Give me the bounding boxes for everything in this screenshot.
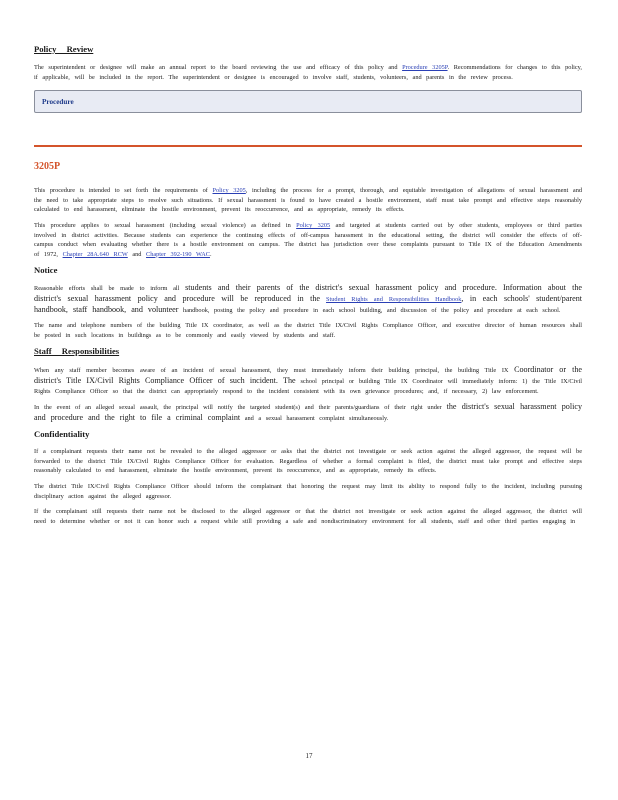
confidentiality-paragraph-1: If a complainant requests their name not be revealed to the alleged aggressor or asks that the district not investigate or seek action against the alleged aggressor, the request will be forwarded to the district Title IX/Civil Rights Compliance Officer for evaluation. Regardless of whether a formal complaint is filed, the district must take prompt and effective steps reasonably calculated to end harassment, eliminate the hostile environment, prevent its reoccurrence, and as appropriate, remedy its effects. bbox=[34, 448, 582, 475]
staff-text-cont: school principal or building Title IX Coordinator will immediately inform: 1) the Title IX/Civil Rights Compliance Officer so that the district can appropriately respond to the incident consistent with its own grievance procedures; and, if necessary, 2) law enforcement. bbox=[34, 377, 583, 395]
wac-link[interactable]: Chapter 392-190 WAC bbox=[146, 250, 210, 258]
staff-paragraph-1 bbox=[34, 365, 582, 396]
policy-review-text-cont: . Recommendations for changes to this policy, if applicable, will be included in the report. The superintendent or designee is encouraged to involve staff, students, volunteers, and parents in the review process. bbox=[34, 64, 582, 81]
staff-paragraph-2 bbox=[34, 402, 582, 423]
notice-text-cont: handbook, posting the policy and procedure in each school building, and discussion of the policy and procedure at each school. bbox=[183, 306, 561, 314]
rcw-link[interactable]: Chapter 28A.640 RCW bbox=[62, 250, 128, 258]
procedure-text: This procedure is intended to set forth the requirements of bbox=[34, 187, 208, 195]
procedure-paragraph-2 bbox=[34, 221, 582, 259]
notice-paragraph-1 bbox=[34, 283, 582, 315]
procedure-text-cont: and targeted at students carried out by other students, employees or third parties involved in district activities. Because students can experience the continuing effects of off-campus harassment in the educational setting, the district will consider the effects of off-campus conduct when evaluating whether there is a hostile environment on campus. The district has jurisdiction over these complaints pursuant to Title IX of the Education Amendments of 1972, bbox=[34, 221, 583, 258]
staff-text-cont: and a sexual harassment complaint simultaneously. bbox=[244, 414, 389, 422]
procedure-text: This procedure applies to sexual harassment (including sexual violence) as defined in bbox=[34, 221, 291, 229]
period-text: . bbox=[209, 250, 212, 258]
procedure-box-label: Procedure bbox=[42, 97, 74, 106]
confidentiality-heading: Confidentiality bbox=[34, 429, 90, 440]
policy-review-paragraph bbox=[34, 63, 582, 82]
policy-3205-link-2[interactable]: Policy 3205 bbox=[296, 221, 331, 229]
staff-text: In the event of an alleged sexual assault, the principal will notify the targeted student(s) and their parents/guardians of their right under bbox=[34, 404, 442, 412]
procedure-3205p-link[interactable]: Procedure 3205P bbox=[402, 64, 448, 71]
section-divider bbox=[34, 145, 582, 147]
page-number: 17 bbox=[305, 752, 313, 760]
procedure-section-box bbox=[34, 90, 582, 113]
policy-review-heading: Policy Review bbox=[34, 44, 94, 54]
notice-heading: Notice bbox=[34, 265, 58, 276]
procedure-number: 3205P bbox=[34, 161, 61, 173]
policy-review-text: The superintendent or designee will make an annual report to the board reviewing the use and efficacy of this policy and bbox=[34, 64, 398, 71]
staff-responsibilities-heading: Staff Responsibilities bbox=[34, 346, 120, 357]
notice-text-large-2: , in each schools' student/parent handbook, staff handbook, and volunteer bbox=[34, 293, 583, 314]
staff-text: When any staff member becomes aware of an incident of sexual harassment, they must immediately inform their building principal, the building Title IX bbox=[34, 367, 509, 375]
student-handbook-link[interactable]: Student Rights and Responsibilities Handbook bbox=[326, 295, 462, 303]
staff-text-large: Coordinator or the district's Title IX/Civil Rights Compliance Officer of such incident. The bbox=[34, 365, 583, 385]
notice-text: Reasonable efforts shall be made to inform all bbox=[34, 285, 180, 293]
procedure-text-cont: , including the process for a prompt, thorough, and equitable investigation of allegations of sexual harassment and the need to take appropriate steps to resolve such situations. If sexual harassment is found to have created a hostile environment, staff must take prompt and effective steps reasonably calculated to end harassment, eliminate the hostile environment, prevent its reoccurrence, and as appropriate, remedy its effects. bbox=[34, 187, 583, 214]
document-page bbox=[34, 44, 582, 532]
confidentiality-paragraph-3: If the complainant still requests their name not be disclosed to the alleged aggressor or that the district not investigate or seek action against the alleged aggressor, the district will need to determine whether or not it can honor such a request while still providing a safe and nondiscriminatory environment for all students, staff and other third parties engaging in bbox=[34, 508, 582, 525]
policy-3205-link[interactable]: Policy 3205 bbox=[212, 187, 246, 195]
notice-paragraph-2: The name and telephone numbers of the building Title IX coordinator, as well as the district Title IX/Civil Rights Compliance Officer, and executive director of human resources shall be posted in such locations in buildings as to be commonly and easily viewed by students and staff. bbox=[34, 322, 582, 339]
confidentiality-paragraph-2: The district Title IX/Civil Rights Compliance Officer should inform the complainant that honoring the request may limit its ability to respond fully to the incident, including pursuing disciplinary action against the alleged aggressor. bbox=[34, 483, 582, 500]
staff-text-large: the district's sexual harassment policy and procedure and the right to file a criminal complaint bbox=[34, 402, 582, 422]
conjunction-text: and bbox=[132, 250, 142, 258]
procedure-paragraph-1 bbox=[34, 186, 582, 215]
notice-text-large: students and their parents of the district's sexual harassment policy and procedure. Information about the district's sexual harassment policy and procedure will be reproduced in the bbox=[34, 283, 582, 303]
